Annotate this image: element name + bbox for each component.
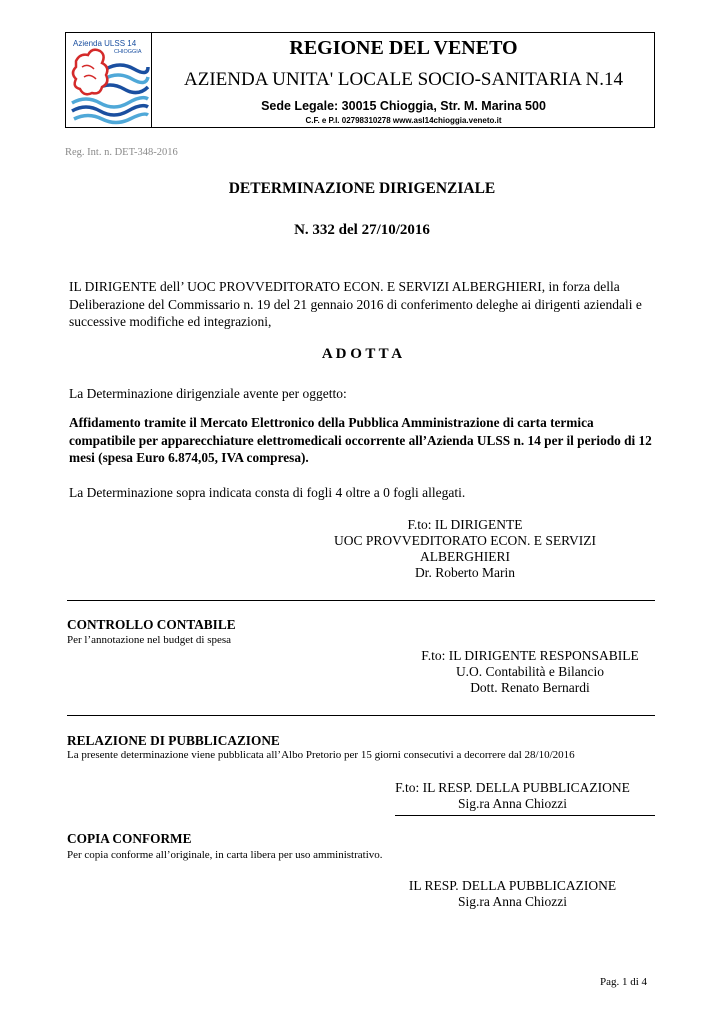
controllo-heading: CONTROLLO CONTABILE: [67, 617, 236, 632]
consta-text: La Determinazione sopra indicata consta di fogli 4 oltre a 0 fogli allegati.: [69, 485, 466, 500]
sede-legale: Sede Legale: 30015 Chioggia, Str. M. Marina 500: [261, 99, 546, 113]
signature-line: Dott. Renato Bernardi: [470, 680, 590, 695]
logo-line2: CHIOGGIA: [114, 49, 142, 55]
signature-line: UOC PROVVEDITORATO ECON. E SERVIZI: [333, 533, 597, 548]
fiscal-code: C.F. e P.I. 02798310278 www.asl14chioggia.veneto.it: [305, 116, 502, 125]
signature-block-copia: [370, 878, 655, 910]
document-title: DETERMINAZIONE DIRIGENZIALE: [228, 180, 496, 197]
controllo-sub: Per l’annotazione nel budget di spesa: [67, 634, 232, 646]
reg-int: Reg. Int. n. DET-348-2016: [65, 147, 178, 158]
lion-waves-icon: [66, 33, 150, 127]
ulss-logo: [66, 33, 152, 127]
signature-line: F.to: IL DIRIGENTE RESPONSABILE: [421, 648, 639, 663]
pubblicazione-sub: La presente determinazione viene pubblicata all’Albo Pretorio per 15 giorni consecutivi a decorrere dal 28/10/2016: [67, 749, 575, 761]
signature-line: Sig.ra Anna Chiozzi: [457, 894, 568, 909]
letterhead: [65, 32, 655, 128]
intro-paragraph: IL DIRIGENTE dell’ UOC PROVVEDITORATO ECON. E SERVIZI ALBERGHIERI, in forza della Deliberazione del Commissario n. 19 del 21 gennaio 2016 di conferimento deleghe ai dirigenti aziendali e successive modifiche ed integrazioni,: [69, 279, 642, 329]
region-name: REGIONE DEL VENETO: [289, 37, 518, 59]
divider: [67, 600, 655, 601]
divider: [67, 715, 655, 716]
lion-graphic: [73, 50, 107, 95]
signature-block-main: [300, 517, 630, 581]
logo-line1: Azienda ULSS 14: [73, 39, 137, 48]
document-number: N. 332 del 27/10/2016: [294, 222, 430, 238]
signature-block-controllo: [395, 648, 665, 696]
page-number: Pag. 1 di 4: [600, 976, 648, 988]
oggetto-label: La Determinazione dirigenziale avente per oggetto:: [69, 386, 347, 401]
signature-line: Sig.ra Anna Chiozzi: [457, 796, 568, 811]
signature-line: Dr. Roberto Marin: [414, 565, 516, 580]
oggetto-text: Affidamento tramite il Mercato Elettronico della Pubblica Amministrazione di carta termica compatibile per apparecchiature elettromedicali occorrente all’Azienda ULSS n. 14 per il periodo di 12 mesi (spesa Euro 6.874,05, IVA compresa).: [69, 415, 652, 465]
signature-line: IL RESP. DELLA PUBBLICAZIONE: [408, 878, 617, 893]
copia-sub: Per copia conforme all’originale, in carta libera per uso amministrativo.: [67, 849, 383, 861]
signature-line: ALBERGHIERI: [420, 549, 510, 564]
signature-line: F.to: IL DIRIGENTE: [407, 517, 523, 532]
divider: [395, 815, 655, 816]
pubblicazione-heading: RELAZIONE DI PUBBLICAZIONE: [67, 733, 280, 748]
copia-heading: COPIA CONFORME: [67, 831, 192, 846]
adotta-heading: A D O T T A: [321, 346, 403, 362]
signature-block-pubblicazione: [370, 780, 655, 812]
azienda-name: AZIENDA UNITA' LOCALE SOCIO-SANITARIA N.14: [184, 69, 623, 90]
signature-line: U.O. Contabilità e Bilancio: [455, 664, 605, 679]
signature-line: F.to: IL RESP. DELLA PUBBLICAZIONE: [395, 780, 630, 795]
